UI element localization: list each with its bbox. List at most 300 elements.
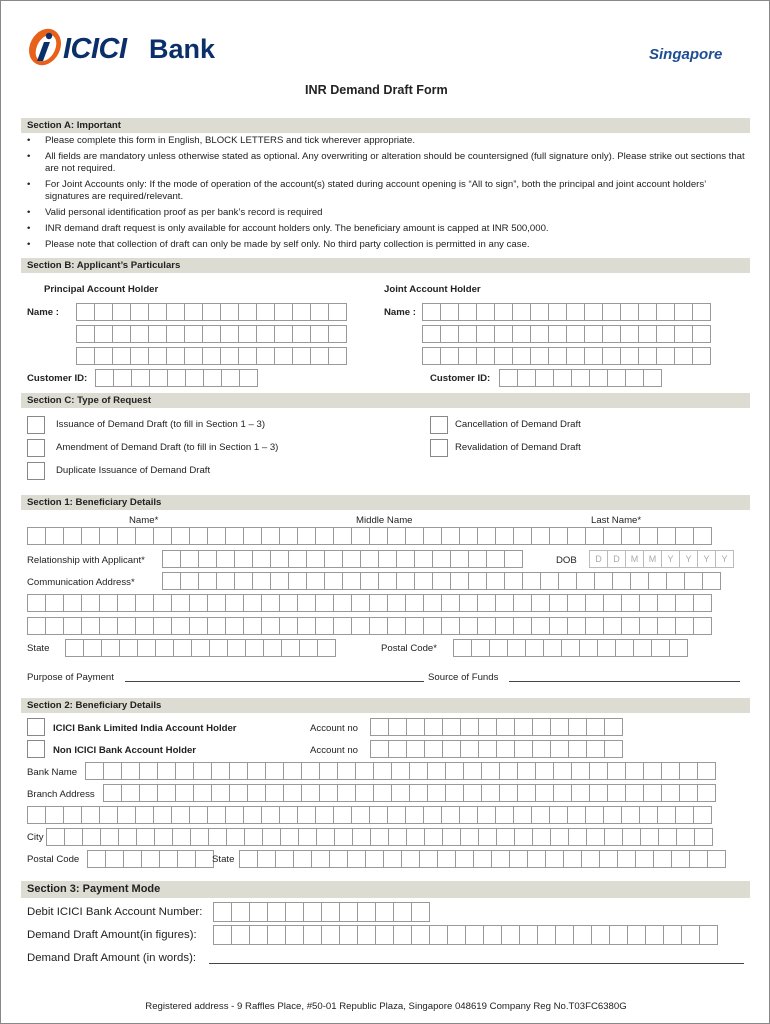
input-cell[interactable] bbox=[405, 594, 424, 612]
input-cell[interactable] bbox=[387, 806, 406, 824]
input-cell[interactable] bbox=[424, 828, 443, 846]
input-cell[interactable] bbox=[406, 718, 425, 736]
input-cell[interactable] bbox=[360, 550, 379, 568]
input-cell[interactable] bbox=[638, 303, 657, 321]
input-cell[interactable] bbox=[675, 617, 694, 635]
input-cell[interactable] bbox=[692, 347, 711, 365]
non-icici-checkbox[interactable] bbox=[27, 740, 45, 758]
input-cell[interactable] bbox=[99, 527, 118, 545]
input-cell[interactable] bbox=[603, 594, 622, 612]
input-cell[interactable] bbox=[661, 762, 680, 780]
input-cell[interactable] bbox=[532, 740, 551, 758]
input-cell[interactable] bbox=[207, 806, 226, 824]
input-cell[interactable] bbox=[321, 925, 340, 945]
input-cell[interactable] bbox=[81, 527, 100, 545]
input-cell[interactable] bbox=[405, 527, 424, 545]
input-cell[interactable] bbox=[671, 850, 690, 868]
input-cell[interactable] bbox=[567, 806, 586, 824]
purpose-line[interactable] bbox=[125, 681, 424, 682]
input-cell[interactable] bbox=[310, 303, 329, 321]
input-cell[interactable] bbox=[299, 639, 318, 657]
input-cell[interactable] bbox=[495, 594, 514, 612]
input-cell[interactable] bbox=[406, 828, 425, 846]
input-cell[interactable] bbox=[406, 740, 425, 758]
input-cell[interactable] bbox=[112, 325, 131, 343]
input-cell[interactable] bbox=[301, 762, 320, 780]
input-cell[interactable] bbox=[622, 828, 641, 846]
input-cell[interactable] bbox=[243, 594, 262, 612]
input-cell[interactable] bbox=[514, 828, 533, 846]
input-cell[interactable] bbox=[517, 762, 536, 780]
input-cell[interactable] bbox=[599, 850, 618, 868]
input-cell[interactable] bbox=[512, 347, 531, 365]
input-cell[interactable] bbox=[612, 572, 631, 590]
input-cell[interactable] bbox=[315, 527, 334, 545]
input-cell[interactable] bbox=[586, 718, 605, 736]
input-cell[interactable] bbox=[166, 303, 185, 321]
input-cell[interactable] bbox=[310, 347, 329, 365]
joint-customer-id-field[interactable] bbox=[499, 369, 661, 387]
input-cell[interactable] bbox=[247, 762, 266, 780]
input-cell[interactable] bbox=[504, 572, 523, 590]
input-cell[interactable] bbox=[597, 639, 616, 657]
input-cell[interactable] bbox=[625, 762, 644, 780]
input-cell[interactable] bbox=[468, 572, 487, 590]
input-cell[interactable] bbox=[437, 850, 456, 868]
input-cell[interactable] bbox=[658, 828, 677, 846]
input-cell[interactable] bbox=[261, 806, 280, 824]
input-cell[interactable] bbox=[293, 850, 312, 868]
input-cell[interactable] bbox=[244, 828, 263, 846]
input-cell[interactable] bbox=[328, 347, 347, 365]
input-cell[interactable] bbox=[153, 806, 172, 824]
input-cell[interactable] bbox=[486, 550, 505, 568]
input-cell[interactable] bbox=[432, 572, 451, 590]
input-cell[interactable] bbox=[465, 925, 484, 945]
input-cell[interactable] bbox=[481, 762, 500, 780]
input-cell[interactable] bbox=[94, 325, 113, 343]
input-cell[interactable] bbox=[422, 303, 441, 321]
input-cell[interactable] bbox=[476, 303, 495, 321]
input-cell[interactable] bbox=[549, 594, 568, 612]
input-cell[interactable] bbox=[198, 572, 217, 590]
input-cell[interactable] bbox=[571, 762, 590, 780]
input-cell[interactable] bbox=[121, 762, 140, 780]
input-cell[interactable] bbox=[388, 828, 407, 846]
input-cell[interactable] bbox=[306, 550, 325, 568]
input-cell[interactable] bbox=[621, 617, 640, 635]
input-cell[interactable] bbox=[184, 347, 203, 365]
input-cell[interactable] bbox=[342, 572, 361, 590]
input-cell[interactable] bbox=[243, 527, 262, 545]
input-cell[interactable] bbox=[311, 850, 330, 868]
input-cell[interactable] bbox=[45, 806, 64, 824]
input-cell[interactable] bbox=[81, 806, 100, 824]
input-cell[interactable] bbox=[87, 850, 106, 868]
state-field[interactable] bbox=[65, 639, 335, 657]
input-cell[interactable] bbox=[396, 550, 415, 568]
input-cell[interactable] bbox=[586, 740, 605, 758]
input-cell[interactable] bbox=[548, 303, 567, 321]
input-cell[interactable] bbox=[573, 925, 592, 945]
input-cell[interactable] bbox=[225, 527, 244, 545]
input-cell[interactable] bbox=[279, 806, 298, 824]
input-cell[interactable] bbox=[387, 594, 406, 612]
input-cell[interactable] bbox=[460, 740, 479, 758]
input-cell[interactable] bbox=[471, 639, 490, 657]
input-cell[interactable] bbox=[173, 639, 192, 657]
input-cell[interactable] bbox=[387, 527, 406, 545]
input-cell[interactable] bbox=[370, 828, 389, 846]
input-cell[interactable] bbox=[387, 617, 406, 635]
input-cell[interactable] bbox=[643, 784, 662, 802]
input-cell[interactable] bbox=[81, 617, 100, 635]
input-cell[interactable] bbox=[198, 550, 217, 568]
input-cell[interactable] bbox=[453, 639, 472, 657]
input-cell[interactable] bbox=[256, 325, 275, 343]
input-cell[interactable] bbox=[27, 617, 46, 635]
beneficiary-name-field[interactable] bbox=[27, 527, 711, 545]
input-cell[interactable] bbox=[639, 617, 658, 635]
input-cell[interactable] bbox=[509, 850, 528, 868]
input-cell[interactable] bbox=[135, 594, 154, 612]
input-cell[interactable] bbox=[585, 594, 604, 612]
input-cell[interactable] bbox=[486, 572, 505, 590]
input-cell[interactable] bbox=[216, 550, 235, 568]
input-cell[interactable] bbox=[550, 718, 569, 736]
input-cell[interactable] bbox=[657, 527, 676, 545]
input-cell[interactable] bbox=[692, 303, 711, 321]
input-cell[interactable] bbox=[281, 639, 300, 657]
input-cell[interactable] bbox=[297, 617, 316, 635]
input-cell[interactable] bbox=[681, 925, 700, 945]
input-cell[interactable] bbox=[424, 740, 443, 758]
input-cell[interactable] bbox=[193, 762, 212, 780]
input-cell[interactable] bbox=[207, 594, 226, 612]
input-cell[interactable] bbox=[275, 850, 294, 868]
input-cell[interactable] bbox=[545, 850, 564, 868]
dob-cell[interactable]: D bbox=[607, 550, 626, 568]
input-cell[interactable] bbox=[531, 594, 550, 612]
input-cell[interactable] bbox=[458, 303, 477, 321]
input-cell[interactable] bbox=[45, 594, 64, 612]
input-cell[interactable] bbox=[119, 639, 138, 657]
source-of-funds-line[interactable] bbox=[509, 681, 740, 682]
input-cell[interactable] bbox=[674, 303, 693, 321]
input-cell[interactable] bbox=[162, 572, 181, 590]
input-cell[interactable] bbox=[491, 850, 510, 868]
input-cell[interactable] bbox=[383, 850, 402, 868]
input-cell[interactable] bbox=[603, 617, 622, 635]
input-cell[interactable] bbox=[423, 527, 442, 545]
revalidation-checkbox[interactable] bbox=[430, 439, 448, 457]
input-cell[interactable] bbox=[527, 850, 546, 868]
input-cell[interactable] bbox=[589, 762, 608, 780]
input-cell[interactable] bbox=[202, 303, 221, 321]
dob-cell[interactable]: Y bbox=[697, 550, 716, 568]
bank-state-field[interactable] bbox=[239, 850, 725, 868]
input-cell[interactable] bbox=[333, 594, 352, 612]
input-cell[interactable] bbox=[459, 527, 478, 545]
input-cell[interactable] bbox=[591, 925, 610, 945]
input-cell[interactable] bbox=[607, 369, 626, 387]
input-cell[interactable] bbox=[94, 303, 113, 321]
input-cell[interactable] bbox=[702, 572, 721, 590]
input-cell[interactable] bbox=[225, 594, 244, 612]
principal-name-row-2[interactable] bbox=[76, 325, 346, 343]
input-cell[interactable] bbox=[512, 325, 531, 343]
input-cell[interactable] bbox=[388, 718, 407, 736]
input-cell[interactable] bbox=[602, 325, 621, 343]
input-cell[interactable] bbox=[550, 740, 569, 758]
input-cell[interactable] bbox=[227, 639, 246, 657]
input-cell[interactable] bbox=[238, 303, 257, 321]
input-cell[interactable] bbox=[171, 806, 190, 824]
input-cell[interactable] bbox=[693, 806, 712, 824]
input-cell[interactable] bbox=[513, 594, 532, 612]
input-cell[interactable] bbox=[191, 639, 210, 657]
input-cell[interactable] bbox=[135, 527, 154, 545]
input-cell[interactable] bbox=[203, 369, 222, 387]
input-cell[interactable] bbox=[378, 572, 397, 590]
joint-name-row-2[interactable] bbox=[422, 325, 710, 343]
input-cell[interactable] bbox=[675, 806, 694, 824]
principal-customer-id-field[interactable] bbox=[95, 369, 257, 387]
input-cell[interactable] bbox=[148, 347, 167, 365]
input-cell[interactable] bbox=[693, 527, 712, 545]
input-cell[interactable] bbox=[494, 347, 513, 365]
input-cell[interactable] bbox=[46, 828, 65, 846]
input-cell[interactable] bbox=[455, 850, 474, 868]
branch-address-row-2[interactable] bbox=[27, 806, 711, 824]
input-cell[interactable] bbox=[571, 784, 590, 802]
input-cell[interactable] bbox=[447, 925, 466, 945]
input-cell[interactable] bbox=[225, 806, 244, 824]
input-cell[interactable] bbox=[684, 572, 703, 590]
input-cell[interactable] bbox=[153, 527, 172, 545]
input-cell[interactable] bbox=[180, 550, 199, 568]
input-cell[interactable] bbox=[355, 784, 374, 802]
duplicate-issuance-checkbox[interactable] bbox=[27, 462, 45, 480]
input-cell[interactable] bbox=[117, 594, 136, 612]
input-cell[interactable] bbox=[285, 925, 304, 945]
input-cell[interactable] bbox=[321, 902, 340, 922]
input-cell[interactable] bbox=[123, 850, 142, 868]
input-cell[interactable] bbox=[141, 850, 160, 868]
input-cell[interactable] bbox=[45, 527, 64, 545]
input-cell[interactable] bbox=[135, 617, 154, 635]
input-cell[interactable] bbox=[499, 762, 518, 780]
input-cell[interactable] bbox=[352, 828, 371, 846]
input-cell[interactable] bbox=[252, 550, 271, 568]
input-cell[interactable] bbox=[517, 784, 536, 802]
input-cell[interactable] bbox=[693, 617, 712, 635]
dob-cell[interactable]: Y bbox=[661, 550, 680, 568]
input-cell[interactable] bbox=[531, 527, 550, 545]
input-cell[interactable] bbox=[370, 740, 389, 758]
input-cell[interactable] bbox=[530, 325, 549, 343]
input-cell[interactable] bbox=[440, 325, 459, 343]
input-cell[interactable] bbox=[645, 925, 664, 945]
dob-cell[interactable]: M bbox=[625, 550, 644, 568]
input-cell[interactable] bbox=[298, 828, 317, 846]
input-cell[interactable] bbox=[561, 639, 580, 657]
input-cell[interactable] bbox=[252, 572, 271, 590]
input-cell[interactable] bbox=[639, 806, 658, 824]
input-cell[interactable] bbox=[621, 594, 640, 612]
input-cell[interactable] bbox=[229, 784, 248, 802]
input-cell[interactable] bbox=[537, 925, 556, 945]
input-cell[interactable] bbox=[171, 617, 190, 635]
input-cell[interactable] bbox=[99, 617, 118, 635]
input-cell[interactable] bbox=[674, 325, 693, 343]
input-cell[interactable] bbox=[148, 325, 167, 343]
input-cell[interactable] bbox=[442, 828, 461, 846]
input-cell[interactable] bbox=[607, 784, 626, 802]
input-cell[interactable] bbox=[507, 639, 526, 657]
input-cell[interactable] bbox=[549, 806, 568, 824]
bank-postal-code-field[interactable] bbox=[87, 850, 213, 868]
input-cell[interactable] bbox=[477, 527, 496, 545]
input-cell[interactable] bbox=[247, 784, 266, 802]
input-cell[interactable] bbox=[584, 303, 603, 321]
cancellation-checkbox[interactable] bbox=[430, 416, 448, 434]
input-cell[interactable] bbox=[216, 572, 235, 590]
input-cell[interactable] bbox=[513, 527, 532, 545]
input-cell[interactable] bbox=[586, 828, 605, 846]
input-cell[interactable] bbox=[553, 369, 572, 387]
input-cell[interactable] bbox=[496, 828, 515, 846]
input-cell[interactable] bbox=[514, 740, 533, 758]
input-cell[interactable] bbox=[463, 762, 482, 780]
input-cell[interactable] bbox=[635, 850, 654, 868]
input-cell[interactable] bbox=[496, 718, 515, 736]
input-cell[interactable] bbox=[328, 325, 347, 343]
address-field-row-1[interactable] bbox=[162, 572, 720, 590]
input-cell[interactable] bbox=[666, 572, 685, 590]
input-cell[interactable] bbox=[504, 550, 523, 568]
input-cell[interactable] bbox=[226, 828, 245, 846]
input-cell[interactable] bbox=[333, 527, 352, 545]
input-cell[interactable] bbox=[85, 762, 104, 780]
input-cell[interactable] bbox=[207, 527, 226, 545]
input-cell[interactable] bbox=[422, 325, 441, 343]
dob-cell[interactable]: M bbox=[643, 550, 662, 568]
input-cell[interactable] bbox=[148, 303, 167, 321]
input-cell[interactable] bbox=[627, 925, 646, 945]
input-cell[interactable] bbox=[396, 572, 415, 590]
input-cell[interactable] bbox=[274, 347, 293, 365]
input-cell[interactable] bbox=[351, 617, 370, 635]
input-cell[interactable] bbox=[303, 925, 322, 945]
input-cell[interactable] bbox=[369, 594, 388, 612]
input-cell[interactable] bbox=[530, 347, 549, 365]
input-cell[interactable] bbox=[648, 572, 667, 590]
input-cell[interactable] bbox=[270, 550, 289, 568]
input-cell[interactable] bbox=[249, 902, 268, 922]
input-cell[interactable] bbox=[604, 740, 623, 758]
input-cell[interactable] bbox=[157, 784, 176, 802]
input-cell[interactable] bbox=[130, 303, 149, 321]
input-cell[interactable] bbox=[489, 639, 508, 657]
dob-field[interactable] bbox=[589, 550, 733, 568]
input-cell[interactable] bbox=[501, 925, 520, 945]
input-cell[interactable] bbox=[604, 718, 623, 736]
input-cell[interactable] bbox=[351, 594, 370, 612]
input-cell[interactable] bbox=[576, 572, 595, 590]
input-cell[interactable] bbox=[441, 594, 460, 612]
principal-name-row-3[interactable] bbox=[76, 347, 346, 365]
non-icici-account-no-field[interactable] bbox=[370, 740, 622, 758]
input-cell[interactable] bbox=[478, 828, 497, 846]
input-cell[interactable] bbox=[131, 369, 150, 387]
input-cell[interactable] bbox=[99, 594, 118, 612]
issuance-checkbox[interactable] bbox=[27, 416, 45, 434]
input-cell[interactable] bbox=[231, 925, 250, 945]
input-cell[interactable] bbox=[411, 902, 430, 922]
input-cell[interactable] bbox=[306, 572, 325, 590]
input-cell[interactable] bbox=[99, 806, 118, 824]
input-cell[interactable] bbox=[213, 902, 232, 922]
input-cell[interactable] bbox=[315, 594, 334, 612]
input-cell[interactable] bbox=[239, 369, 258, 387]
input-cell[interactable] bbox=[193, 784, 212, 802]
input-cell[interactable] bbox=[317, 639, 336, 657]
input-cell[interactable] bbox=[633, 639, 652, 657]
input-cell[interactable] bbox=[209, 639, 228, 657]
input-cell[interactable] bbox=[566, 303, 585, 321]
input-cell[interactable] bbox=[239, 850, 258, 868]
input-cell[interactable] bbox=[154, 828, 173, 846]
postal-code-field[interactable] bbox=[453, 639, 687, 657]
input-cell[interactable] bbox=[315, 806, 334, 824]
input-cell[interactable] bbox=[640, 828, 659, 846]
input-cell[interactable] bbox=[63, 527, 82, 545]
input-cell[interactable] bbox=[184, 303, 203, 321]
input-cell[interactable] bbox=[288, 550, 307, 568]
input-cell[interactable] bbox=[177, 850, 196, 868]
input-cell[interactable] bbox=[369, 527, 388, 545]
input-cell[interactable] bbox=[625, 369, 644, 387]
input-cell[interactable] bbox=[477, 806, 496, 824]
input-cell[interactable] bbox=[221, 369, 240, 387]
input-cell[interactable] bbox=[100, 828, 119, 846]
input-cell[interactable] bbox=[373, 784, 392, 802]
input-cell[interactable] bbox=[357, 925, 376, 945]
input-cell[interactable] bbox=[135, 806, 154, 824]
input-cell[interactable] bbox=[531, 617, 550, 635]
input-cell[interactable] bbox=[202, 347, 221, 365]
input-cell[interactable] bbox=[64, 828, 83, 846]
input-cell[interactable] bbox=[643, 762, 662, 780]
input-cell[interactable] bbox=[351, 806, 370, 824]
input-cell[interactable] bbox=[549, 527, 568, 545]
input-cell[interactable] bbox=[229, 762, 248, 780]
input-cell[interactable] bbox=[555, 925, 574, 945]
input-cell[interactable] bbox=[478, 740, 497, 758]
input-cell[interactable] bbox=[657, 594, 676, 612]
input-cell[interactable] bbox=[375, 925, 394, 945]
input-cell[interactable] bbox=[274, 303, 293, 321]
input-cell[interactable] bbox=[620, 347, 639, 365]
input-cell[interactable] bbox=[162, 550, 181, 568]
input-cell[interactable] bbox=[315, 617, 334, 635]
input-cell[interactable] bbox=[261, 594, 280, 612]
amount-words-line[interactable] bbox=[209, 963, 744, 964]
input-cell[interactable] bbox=[234, 572, 253, 590]
input-cell[interactable] bbox=[478, 718, 497, 736]
input-cell[interactable] bbox=[495, 806, 514, 824]
